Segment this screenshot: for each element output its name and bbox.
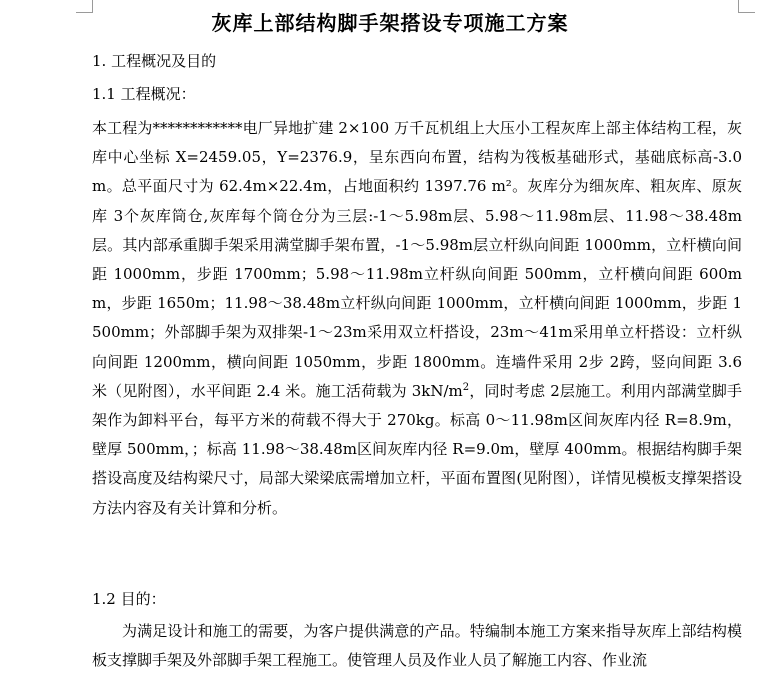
- document-title: 灰库上部结构脚手架搭设专项施工方案: [211, 11, 569, 35]
- section-1-1-heading: 1.1 工程概况：: [92, 85, 196, 103]
- overview-superscript: 2: [462, 381, 470, 393]
- section-1-heading: 1. 工程概况及目的: [92, 52, 217, 70]
- overview-paragraph: [92, 114, 742, 523]
- overview-text-part2: ，同时考虑 2层施工。利用内部满堂脚手架作为卸料平台，每平方米的荷载不得大于 270kg。标高 0～11.98m区间灰库内径 R=8.9m，壁厚 500mm，；标高 11.98～38.48m区间灰库内径 R=9.0m，壁厚 400mm。根据结构脚手架搭设高度及结构梁尺寸，局部大梁梁底需增加立杆，平面布置图(见附图），详情见模板支撑架搭设方法内容及有关计算和分析。: [92, 381, 742, 517]
- section-1-2-heading: 1.2 目的：: [92, 590, 166, 608]
- purpose-paragraph: 为满足设计和施工的需要，为客户提供满意的产品。特编制本施工方案来指导灰库上部结构模板支撑脚手架及外部脚手架工程施工。使管理人员及作业人员了解施工内容、作业流: [92, 622, 742, 670]
- overview-text-part1: 本工程为************电厂异地扩建 2×100 万千瓦机组上大压小工程灰库上部主体结构工程，灰库中心坐标 X=2459.05，Y=2376.9，呈东西向布置，结构为筏板基础形式，基础底标高-3.0m。总平面尺寸为 62.4m×22.4m，占地面积约 1397.76 m²。灰库分为细灰库、粗灰库、原灰库 3个灰库筒仓,灰库每个筒仓分为三层:-1～5.98m层、5.98～11.98m层、11.98～38.48m层。其内部承重脚手架采用满堂脚手架布置，-1～5.98m层立杆纵向间距 1000mm，立杆横向间距 1000mm，步距 1700mm；5.98～11.98m立杆纵向间距 500mm，立杆横向间距 600mm，步距 1650m；11.98～38.48m立杆纵向间距 1000mm，立杆横向间距 1000mm，步距 1500mm；外部脚手架为双排架-1～23m采用双立杆搭设，23m～41m采用单立杆搭设：立杆纵向间距 1200mm，横向间距 1050mm，步距 1800mm。连墙件采用 2步 2跨，竖向间距 3.6 米（见附图），水平间距 2.4 米。施工活荷载为 3kN/m: [92, 119, 742, 400]
